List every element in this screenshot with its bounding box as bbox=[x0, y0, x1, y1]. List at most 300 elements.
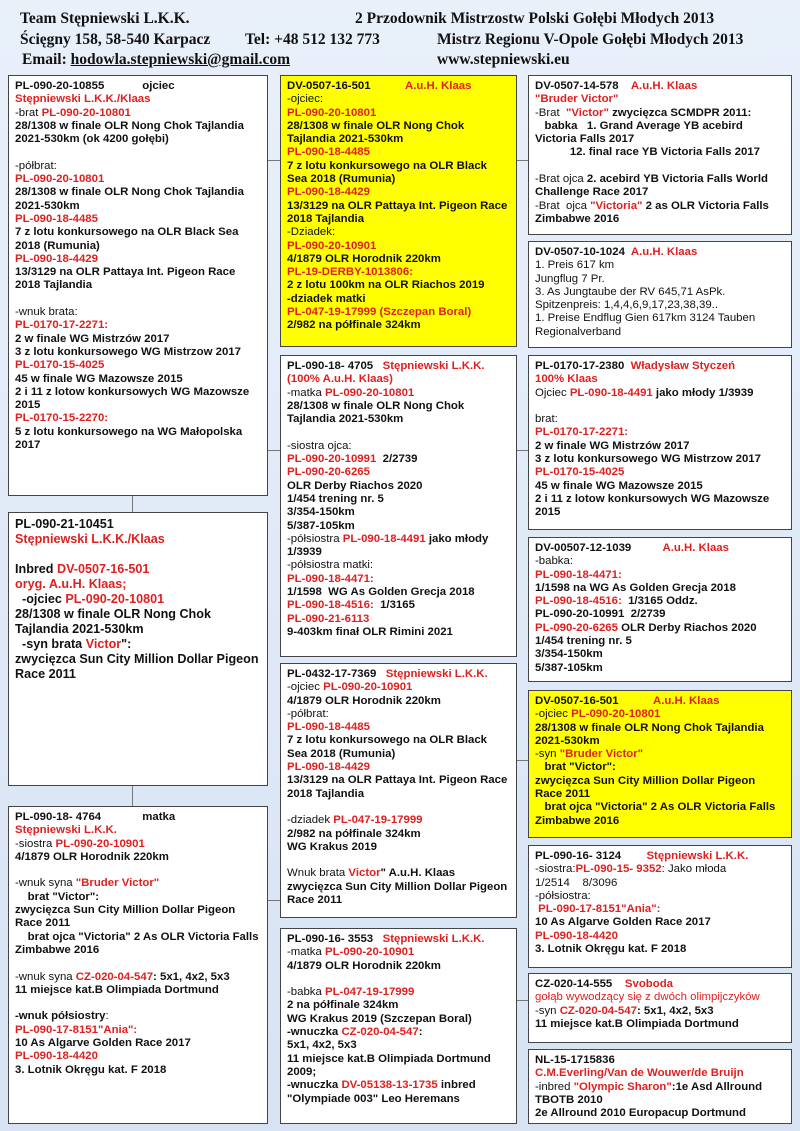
text-segment: 3. Lotnik Okręgu kat. F 2018 bbox=[15, 1063, 167, 1076]
card-line bbox=[287, 387, 510, 400]
card-line bbox=[15, 532, 261, 547]
text-segment: -syn bbox=[535, 748, 560, 761]
text-segment: PL-0170-17-2271: bbox=[535, 426, 629, 439]
card-line bbox=[535, 373, 785, 386]
text-segment: zwycięzca SCMDPR 2011: bbox=[608, 106, 752, 119]
card-line bbox=[287, 986, 510, 999]
card-line bbox=[287, 186, 510, 199]
card-line bbox=[15, 891, 261, 904]
text-segment bbox=[15, 864, 18, 876]
text-segment: 7 z lotu konkursowego na OLR Black Sea 2018 (Rumunia) bbox=[287, 159, 491, 186]
text-segment: CZ-020-14-555 bbox=[535, 978, 625, 990]
text-segment: PL-090-20-10901 bbox=[324, 946, 415, 959]
text-segment: "Bruder Victor" bbox=[75, 877, 160, 890]
text-segment: 10 As Algarve Golden Race 2017 bbox=[15, 1037, 191, 1050]
card-line bbox=[535, 648, 785, 661]
card-line bbox=[535, 748, 785, 761]
card-mfm bbox=[528, 845, 792, 968]
card-line bbox=[15, 931, 261, 958]
text-segment: 4/1879 OLR Horodnik 220km bbox=[287, 694, 441, 707]
text-segment: PL-090-20-10991 bbox=[535, 608, 625, 621]
text-segment: 5/387-105km bbox=[287, 519, 355, 532]
card-line bbox=[287, 1039, 510, 1052]
card-line bbox=[535, 466, 785, 479]
text-segment: DV-05138-13-1735 bbox=[341, 1079, 438, 1092]
card-line bbox=[535, 542, 785, 555]
card-line bbox=[287, 734, 510, 761]
card-line bbox=[287, 266, 510, 279]
text-segment: A.u.H. Klaas bbox=[652, 695, 720, 707]
card-line bbox=[15, 904, 261, 931]
card-line bbox=[535, 775, 785, 802]
text-segment: : bbox=[418, 1026, 423, 1039]
card-line bbox=[535, 246, 785, 259]
text-segment: -wnuk półsiostry bbox=[15, 1010, 106, 1023]
text-segment: zwycięzca Sun City Million Dollar Pigeon Race 2011 bbox=[535, 774, 759, 801]
card-line bbox=[287, 586, 510, 599]
text-segment: Stępniewski L.K.K. bbox=[382, 360, 485, 372]
card-line bbox=[287, 841, 510, 854]
connector-line bbox=[517, 760, 528, 761]
card-line bbox=[535, 493, 785, 520]
card-line bbox=[15, 637, 261, 652]
card-line bbox=[535, 622, 785, 635]
text-segment: DV-0507-16-501 bbox=[56, 562, 150, 576]
connector-line bbox=[132, 496, 133, 512]
card-line bbox=[535, 801, 785, 828]
text-segment: PL-0170-15-2270: bbox=[15, 412, 109, 425]
card-line bbox=[535, 1067, 785, 1080]
card-line bbox=[287, 814, 510, 827]
text-segment: inbred bbox=[437, 1079, 476, 1092]
card-line bbox=[15, 971, 261, 984]
card-line bbox=[287, 708, 510, 721]
text-segment: Spitzenpreis: 1,4,4,6,9,17,23,38,39.. bbox=[535, 299, 719, 312]
text-segment: " A.u.H. Klaas bbox=[380, 867, 456, 880]
text-segment: PL-090-21-10451 bbox=[15, 517, 114, 531]
text-segment: Victor bbox=[85, 637, 122, 651]
card-line bbox=[535, 916, 785, 929]
card-line bbox=[287, 626, 510, 639]
card-line bbox=[287, 373, 510, 386]
card-line bbox=[287, 453, 510, 466]
card-line bbox=[535, 93, 785, 106]
text-segment: brat "Victor": bbox=[535, 761, 616, 774]
text-segment: -siostra ojca: bbox=[287, 439, 352, 452]
text-segment: PL-090-20-6265 bbox=[535, 621, 618, 634]
text-segment: A.u.H. Klaas bbox=[630, 80, 698, 92]
card-line bbox=[287, 828, 510, 841]
card-line bbox=[287, 107, 510, 120]
title-achievement: 2 Przodownik Mistrzostw Polski Gołębi Młodych 2013 bbox=[355, 10, 715, 27]
card-line bbox=[287, 226, 510, 239]
text-segment: PL-090-18- 4764 matka bbox=[15, 811, 176, 823]
card-line bbox=[535, 1107, 785, 1120]
text-segment: 5 z lotu konkursowego na WG Małopolska 2017 bbox=[15, 425, 246, 452]
card-line bbox=[15, 811, 261, 824]
card-line bbox=[15, 160, 261, 173]
text-segment: -dziadek matki bbox=[287, 292, 366, 305]
text-segment: Ojciec bbox=[535, 386, 570, 399]
text-segment: CZ-020-04-547 bbox=[75, 970, 154, 983]
card-line bbox=[287, 293, 510, 306]
card-line bbox=[535, 863, 785, 876]
card-line bbox=[15, 838, 261, 851]
text-segment: 11 miejsce kat.B Olimpiada Dortmund 2009; bbox=[287, 1052, 495, 1078]
text-segment: 10 As Algarve Golden Race 2017 bbox=[535, 916, 711, 929]
card-mm bbox=[280, 928, 517, 1124]
card-line bbox=[15, 80, 261, 93]
card-line bbox=[15, 877, 261, 890]
card-line bbox=[15, 213, 261, 226]
text-segment: Stępniewski L.K.K./Klaas bbox=[15, 93, 151, 106]
card-line bbox=[287, 240, 510, 253]
card-line bbox=[15, 266, 261, 293]
text-segment: jako młody 1/3939 bbox=[652, 386, 754, 399]
card-line bbox=[287, 506, 510, 519]
card-line bbox=[15, 547, 261, 562]
text-segment: PL-090-20-10855 ojciec bbox=[15, 80, 175, 92]
text-segment: oryg. A.u.H. Klaas; bbox=[15, 577, 127, 591]
text-segment: -Brat ojca bbox=[535, 199, 591, 212]
text-segment: 28/1308 w finale OLR Nong Chok Tajlandia 2021-530km bbox=[287, 119, 468, 146]
title-region: Mistrz Regionu V-Opole Gołębi Młodych 2013 bbox=[437, 31, 744, 48]
text-segment: 5/387-105km bbox=[535, 661, 603, 674]
card-line bbox=[15, 173, 261, 186]
card-mmm bbox=[528, 1049, 792, 1124]
text-segment: 1. Grand Average YB acebird Victoria Falls 2017 bbox=[535, 119, 747, 146]
card-line bbox=[287, 721, 510, 734]
text-segment: 1. Preis 617 km bbox=[535, 259, 615, 272]
card-line bbox=[535, 200, 785, 227]
text-segment: -brat bbox=[15, 106, 42, 119]
text-segment: 3 z lotu konkursowego WG Mistrzow 2017 bbox=[535, 453, 761, 466]
card-line bbox=[535, 80, 785, 93]
text-segment: -ojciec bbox=[287, 681, 324, 694]
text-segment: -półbrat: bbox=[15, 159, 57, 172]
card-line bbox=[15, 253, 261, 266]
card-line bbox=[15, 333, 261, 346]
card-line bbox=[287, 668, 510, 681]
card-line bbox=[535, 708, 785, 721]
text-segment: PL-090-18-4429 bbox=[287, 186, 370, 199]
text-segment: 2/2739 bbox=[376, 453, 418, 466]
text-segment: -babka: bbox=[535, 555, 573, 568]
card-line bbox=[287, 120, 510, 147]
text-segment: 12. final race YB Victoria Falls 2017 bbox=[535, 146, 760, 159]
text-segment: OLR Derby Riachos 2020 bbox=[617, 621, 757, 634]
connector-line bbox=[517, 160, 528, 161]
card-line bbox=[535, 453, 785, 466]
text-segment: PL-090-15- 9352 bbox=[575, 863, 662, 876]
card-line bbox=[15, 359, 261, 372]
text-segment: ": bbox=[121, 637, 132, 651]
text-segment: 2 na półfinale 324km bbox=[287, 999, 399, 1012]
text-segment: zwycięzca Sun City Million Dollar Pigeon Race 2011 bbox=[15, 652, 263, 681]
text-segment: PL-19-DERBY-1013806: bbox=[287, 266, 413, 279]
card-line bbox=[535, 978, 785, 991]
card-line bbox=[287, 520, 510, 533]
text-segment: Regionalverband bbox=[535, 325, 622, 338]
card-line bbox=[15, 146, 261, 159]
text-segment: 5x1, 4x2, 5x3 bbox=[287, 1039, 357, 1052]
card-ffm bbox=[528, 241, 792, 348]
card-line bbox=[15, 186, 261, 213]
card-line bbox=[15, 577, 261, 592]
text-segment: 2/2739 bbox=[624, 608, 666, 621]
card-line bbox=[15, 293, 261, 306]
card-line bbox=[535, 413, 785, 426]
card-line bbox=[535, 930, 785, 943]
text-segment: PL-090-18-4516: bbox=[287, 599, 374, 612]
text-segment: WG Krakus 2019 bbox=[287, 840, 377, 853]
text-segment: gołąb wywodzący się z dwóch olimpijczyków bbox=[535, 991, 760, 1004]
card-line bbox=[287, 960, 510, 973]
text-segment: PL-047-19-17999 (Szczepan Boral) bbox=[287, 306, 472, 319]
team-name: Team Stępniewski L.K.K. bbox=[20, 10, 190, 27]
card-line bbox=[15, 1050, 261, 1063]
card-line bbox=[15, 1024, 261, 1037]
card-line bbox=[535, 160, 785, 173]
text-segment bbox=[287, 854, 290, 866]
text-segment: -syn brata bbox=[15, 637, 86, 651]
text-segment bbox=[287, 801, 290, 813]
text-segment: Stępniewski L.K.K. bbox=[382, 933, 485, 945]
text-segment bbox=[15, 997, 18, 1009]
text-segment: "Victoria" bbox=[590, 199, 643, 212]
card-line bbox=[535, 943, 785, 956]
card-line bbox=[535, 608, 785, 621]
text-segment: A.u.H. Klaas bbox=[662, 542, 729, 554]
text-segment: PL-090-18-4471: bbox=[287, 572, 374, 585]
card-line bbox=[287, 973, 510, 986]
card-line bbox=[287, 1026, 510, 1039]
text-segment: Svoboda bbox=[624, 978, 674, 990]
card-fff bbox=[528, 75, 792, 235]
text-segment: Władysław Styczeń bbox=[630, 360, 736, 372]
text-segment: 1/3165 bbox=[373, 599, 415, 612]
address: Ścięgny 158, 58-540 Karpacz bbox=[20, 31, 211, 48]
text-segment: -wnuczka bbox=[287, 1079, 342, 1092]
card-line bbox=[15, 592, 261, 607]
card-line bbox=[535, 259, 785, 272]
card-line bbox=[535, 360, 785, 373]
email-label: Email: bbox=[22, 51, 67, 68]
card-mff bbox=[528, 690, 792, 838]
text-segment: brat ojca "Victoria" 2 As OLR Victoria Falls Zimbabwe 2016 bbox=[535, 801, 779, 827]
text-segment: PL-090-16- 3124 bbox=[535, 850, 647, 862]
text-segment bbox=[15, 293, 18, 305]
text-segment: Wnuk brata bbox=[287, 867, 349, 880]
text-segment: CZ-020-04-547 bbox=[559, 1004, 637, 1017]
card-line bbox=[287, 1053, 510, 1080]
text-segment: 13/3129 na OLR Pattaya Int. Pigeon Race 2018 Tajlandia bbox=[287, 774, 511, 800]
text-segment bbox=[15, 957, 18, 969]
text-segment: PL-090-16- 3553 bbox=[287, 933, 383, 945]
text-segment: DV-0507-16-501 bbox=[535, 695, 653, 707]
text-segment: PL-090-20-10801 bbox=[324, 386, 415, 399]
text-segment: 13/3129 na OLR Pattaya Int. Pigeon Race 2018 Tajlandia bbox=[287, 199, 511, 225]
text-segment: C.M.Everling/Van de Wouwer/de Bruijn bbox=[535, 1067, 744, 1080]
card-line bbox=[535, 569, 785, 582]
card-line bbox=[535, 1005, 785, 1018]
card-line bbox=[287, 160, 510, 187]
card-line bbox=[535, 107, 785, 120]
card-line bbox=[15, 652, 261, 682]
card-line bbox=[535, 582, 785, 595]
card-line bbox=[535, 595, 785, 608]
text-segment: 3. As Jungtaube der RV 645,71 AsPk. bbox=[535, 285, 726, 298]
text-segment: 28/1308 w finale OLR Nong Chok Tajlandia 2021-530km bbox=[535, 721, 768, 747]
text-segment: PL-0170-15-4025 bbox=[535, 466, 625, 479]
card-line bbox=[287, 319, 510, 332]
card-line bbox=[287, 360, 510, 373]
card-line bbox=[287, 80, 510, 93]
text-segment: A.u.H. Klaas bbox=[630, 246, 698, 258]
text-segment: 2e Allround 2010 Europacup Dortmund bbox=[535, 1107, 746, 1120]
text-segment: -siostra bbox=[15, 837, 56, 850]
card-line bbox=[535, 387, 785, 400]
card-line bbox=[535, 1081, 785, 1108]
text-segment: PL-090-18-4420 bbox=[15, 1050, 98, 1063]
text-segment: PL-047-19-17999 bbox=[325, 986, 415, 999]
card-line bbox=[287, 1013, 510, 1026]
connector-line bbox=[132, 786, 133, 806]
card-line bbox=[15, 851, 261, 864]
card-line bbox=[535, 903, 785, 916]
text-segment: 1/454 trening nr. 5 bbox=[535, 635, 632, 648]
card-line bbox=[287, 1079, 510, 1092]
text-segment: 2/982 na półfinale 324km bbox=[287, 319, 421, 332]
text-segment: PL-0170-15-4025 bbox=[15, 359, 105, 372]
text-segment: PL-0432-17-7369 bbox=[287, 668, 386, 680]
card-line bbox=[287, 493, 510, 506]
text-segment: Stępniewski L.K.K. bbox=[385, 668, 488, 680]
card-line bbox=[15, 319, 261, 332]
text-segment: Victor bbox=[348, 867, 381, 880]
text-segment: zwycięzca Sun City Million Dollar Pigeon Race 2011 bbox=[15, 904, 239, 930]
card-line bbox=[287, 801, 510, 814]
text-segment: 4/1879 OLR Horodnik 220km bbox=[15, 850, 169, 863]
card-line bbox=[535, 555, 785, 568]
text-segment: -siostra: bbox=[535, 863, 576, 876]
text-segment: PL-090-18-4429 bbox=[287, 761, 370, 774]
card-line bbox=[535, 480, 785, 493]
card-line bbox=[15, 373, 261, 386]
card-line bbox=[15, 984, 261, 997]
text-segment bbox=[535, 160, 538, 172]
card-line bbox=[535, 877, 785, 890]
text-segment: 7 z lotu konkursowego na OLR Black Sea 2018 (Rumunia) bbox=[15, 226, 242, 252]
text-segment: OLR Derby Riachos 2020 bbox=[287, 479, 423, 492]
card-line bbox=[535, 662, 785, 675]
card-line bbox=[15, 226, 261, 253]
text-segment: PL-090-20-10901 bbox=[287, 239, 377, 252]
text-segment: "Olympic Sharon" bbox=[573, 1080, 672, 1093]
card-line bbox=[535, 761, 785, 774]
card-line bbox=[535, 426, 785, 439]
card-fm bbox=[280, 355, 517, 657]
text-segment: PL-090-18-4516: bbox=[535, 595, 622, 608]
card-line bbox=[535, 440, 785, 453]
card-line bbox=[15, 107, 261, 120]
website-link[interactable]: www.stepniewski.eu bbox=[437, 51, 570, 68]
text-segment: PL-090-18-4420 bbox=[535, 929, 618, 942]
card-mother bbox=[8, 806, 268, 1124]
card-line bbox=[287, 695, 510, 708]
card-line bbox=[287, 999, 510, 1012]
card-line bbox=[287, 774, 510, 801]
text-segment: 2 as OLR Victoria Falls Zimbabwe 2016 bbox=[535, 199, 773, 225]
email-link[interactable]: hodowla.stepniewski@gmail.com bbox=[70, 51, 291, 68]
text-segment: 100% Klaas bbox=[535, 373, 598, 386]
text-segment: 9-403km finał OLR Rimini 2021 bbox=[287, 625, 453, 638]
text-segment: A.u.H. Klaas bbox=[404, 80, 472, 92]
text-segment: 1/1598 WG As Golden Grecja 2018 bbox=[287, 586, 475, 599]
text-segment: -wnuk brata: bbox=[15, 306, 78, 319]
text-segment: -Brat bbox=[535, 106, 567, 119]
text-segment: -ojciec bbox=[535, 708, 572, 721]
text-segment: PL-090-21-6113 bbox=[287, 612, 370, 625]
text-segment: -inbred bbox=[535, 1080, 574, 1093]
card-line bbox=[15, 120, 261, 147]
text-segment: 3. Lotnik Okręgu kat. F 2018 bbox=[535, 943, 687, 956]
text-segment: 2 i 11 z lotow konkursowych WG Mazowsze 2015 bbox=[535, 492, 773, 519]
text-segment: (100% A.u.H. Klaas) bbox=[287, 373, 393, 386]
card-line bbox=[535, 1018, 785, 1031]
text-segment: -półsiostra matki: bbox=[287, 559, 374, 572]
text-segment: 1/1598 na WG As Golden Grecja 2018 bbox=[535, 581, 736, 594]
card-line bbox=[287, 146, 510, 159]
text-segment: 1/454 trening nr. 5 bbox=[287, 492, 384, 505]
text-segment: NL-15-1715836 bbox=[535, 1054, 615, 1066]
card-line bbox=[287, 466, 510, 479]
card-line bbox=[535, 890, 785, 903]
text-segment: DV-0507-16-501 bbox=[287, 80, 405, 92]
card-mf bbox=[280, 663, 517, 918]
text-segment: 28/1308 w finale OLR Nong Chok Tajlandia 2021-530km (ok 4200 gołębi) bbox=[15, 119, 248, 146]
card-line bbox=[535, 173, 785, 200]
text-segment: "Olympiade 003" Leo Heremans bbox=[287, 1092, 460, 1105]
text-segment: brat: bbox=[535, 413, 558, 426]
text-segment: PL-090-20-10801 bbox=[65, 592, 165, 606]
card-line bbox=[287, 306, 510, 319]
text-segment: -ojciec bbox=[15, 592, 66, 606]
text-segment: brat "Victor": bbox=[15, 890, 100, 903]
card-line bbox=[535, 146, 785, 159]
text-segment: 4/1879 OLR Horodnik 220km bbox=[287, 252, 441, 265]
card-line bbox=[287, 761, 510, 774]
card-fmm bbox=[528, 537, 792, 682]
text-segment: 3/354-150km bbox=[287, 506, 355, 519]
text-segment: Stępniewski L.K.K. bbox=[15, 824, 117, 837]
text-segment: -matka bbox=[287, 386, 325, 399]
text-segment: PL-090-20-10801 bbox=[15, 173, 105, 186]
card-line bbox=[15, 1037, 261, 1050]
text-segment: 2 w finale WG Mistrzów 2017 bbox=[535, 439, 690, 452]
card-line bbox=[287, 559, 510, 572]
text-segment: DV-00507-12-1039 bbox=[535, 542, 663, 554]
text-segment: 28/1308 w finale OLR Nong Chok Tajlandia 2021-530km bbox=[15, 186, 248, 212]
card-line bbox=[15, 306, 261, 319]
text-segment: PL-090-17-8151"Ania": bbox=[535, 903, 661, 916]
text-segment: Jungflug 7 Pr. bbox=[535, 272, 605, 285]
text-segment: PL-090-20-10801 bbox=[287, 106, 377, 119]
card-line bbox=[287, 867, 510, 880]
text-segment: 4/1879 OLR Horodnik 220km bbox=[287, 959, 441, 972]
text-segment: 2 w finale WG Mistrzów 2017 bbox=[15, 332, 170, 345]
card-line bbox=[287, 573, 510, 586]
